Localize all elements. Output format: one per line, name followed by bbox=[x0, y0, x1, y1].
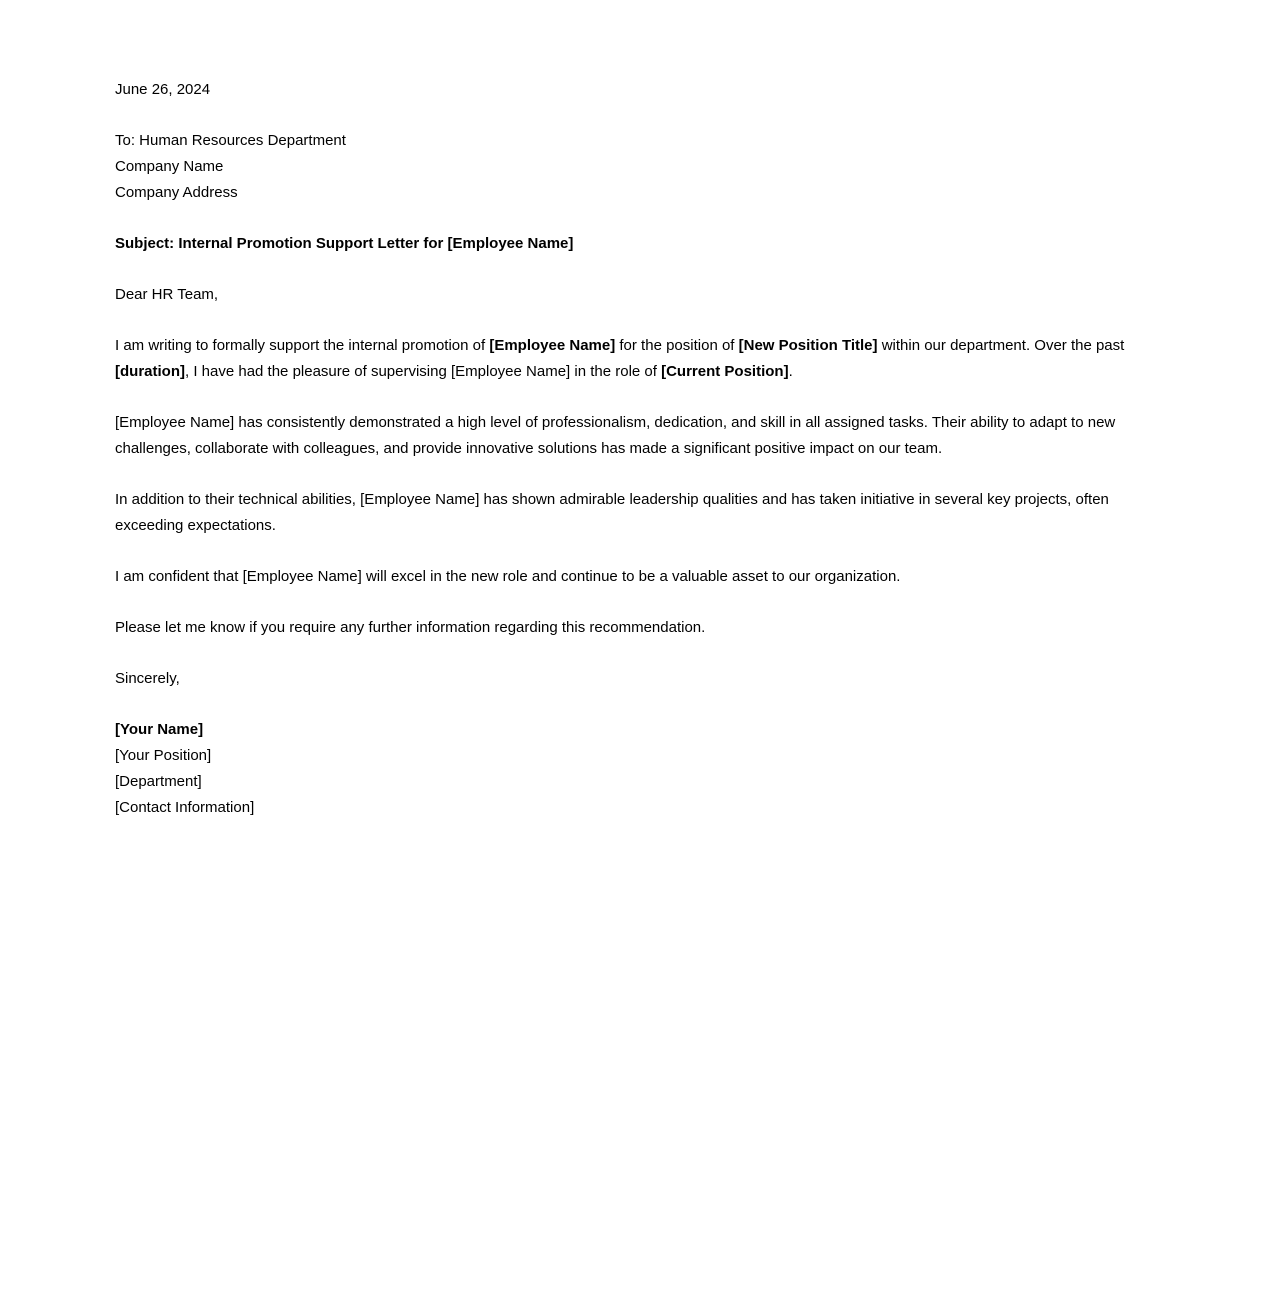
body-text: I am writing to formally support the internal promotion of bbox=[115, 337, 490, 354]
body-text: I am confident that [Employee Name] will excel in the new role and continue to be a valuable asset to our organization. bbox=[115, 568, 901, 585]
body-text-bold: [Employee Name] bbox=[489, 337, 616, 354]
body-text-bold: [Current Position] bbox=[661, 363, 789, 380]
recipient-block bbox=[115, 128, 1163, 206]
signature-contact: [Contact Information] bbox=[115, 799, 255, 816]
body-text: . bbox=[788, 363, 793, 380]
letter-date: June 26, 2024 bbox=[115, 81, 211, 98]
body-paragraph bbox=[115, 615, 1163, 641]
letter-body bbox=[115, 333, 1163, 641]
body-text-bold: [New Position Title] bbox=[738, 337, 878, 354]
recipient-company-address: Company Address bbox=[115, 184, 238, 201]
body-text: , I have had the pleasure of supervising [Employee Name] in the role of bbox=[184, 363, 662, 380]
closing: Sincerely, bbox=[115, 670, 180, 687]
body-text: [Employee Name] has consistently demonstrated a high level of professionalism, dedication, and skill in all assigned tasks. Their ability to adapt to new challenges, collaborate with colleagues, and provide innovative solutions has made a significant positive impact on our team. bbox=[115, 414, 1116, 457]
body-text: within our department. Over the past bbox=[877, 337, 1125, 354]
body-text: In addition to their technical abilities, [Employee Name] has shown admirable leadership qualities and has taken initiative in several key projects, often exceeding expectations. bbox=[115, 491, 1109, 534]
subject-line: Subject: Internal Promotion Support Letter for [Employee Name] bbox=[115, 235, 574, 252]
signature-position: [Your Position] bbox=[115, 747, 212, 764]
recipient-to-line: To: Human Resources Department bbox=[115, 132, 346, 149]
body-text-bold: [duration] bbox=[115, 363, 185, 380]
salutation: Dear HR Team, bbox=[115, 286, 219, 303]
body-text: Please let me know if you require any further information regarding this recommendation. bbox=[115, 619, 706, 636]
body-paragraph bbox=[115, 333, 1163, 385]
body-text: for the position of bbox=[615, 337, 739, 354]
body-paragraph bbox=[115, 410, 1163, 462]
signature-block bbox=[115, 717, 1163, 821]
body-paragraph bbox=[115, 564, 1163, 590]
signature-department: [Department] bbox=[115, 773, 202, 790]
signature-name: [Your Name] bbox=[115, 721, 204, 738]
body-paragraph bbox=[115, 487, 1163, 539]
recipient-company-name: Company Name bbox=[115, 158, 224, 175]
